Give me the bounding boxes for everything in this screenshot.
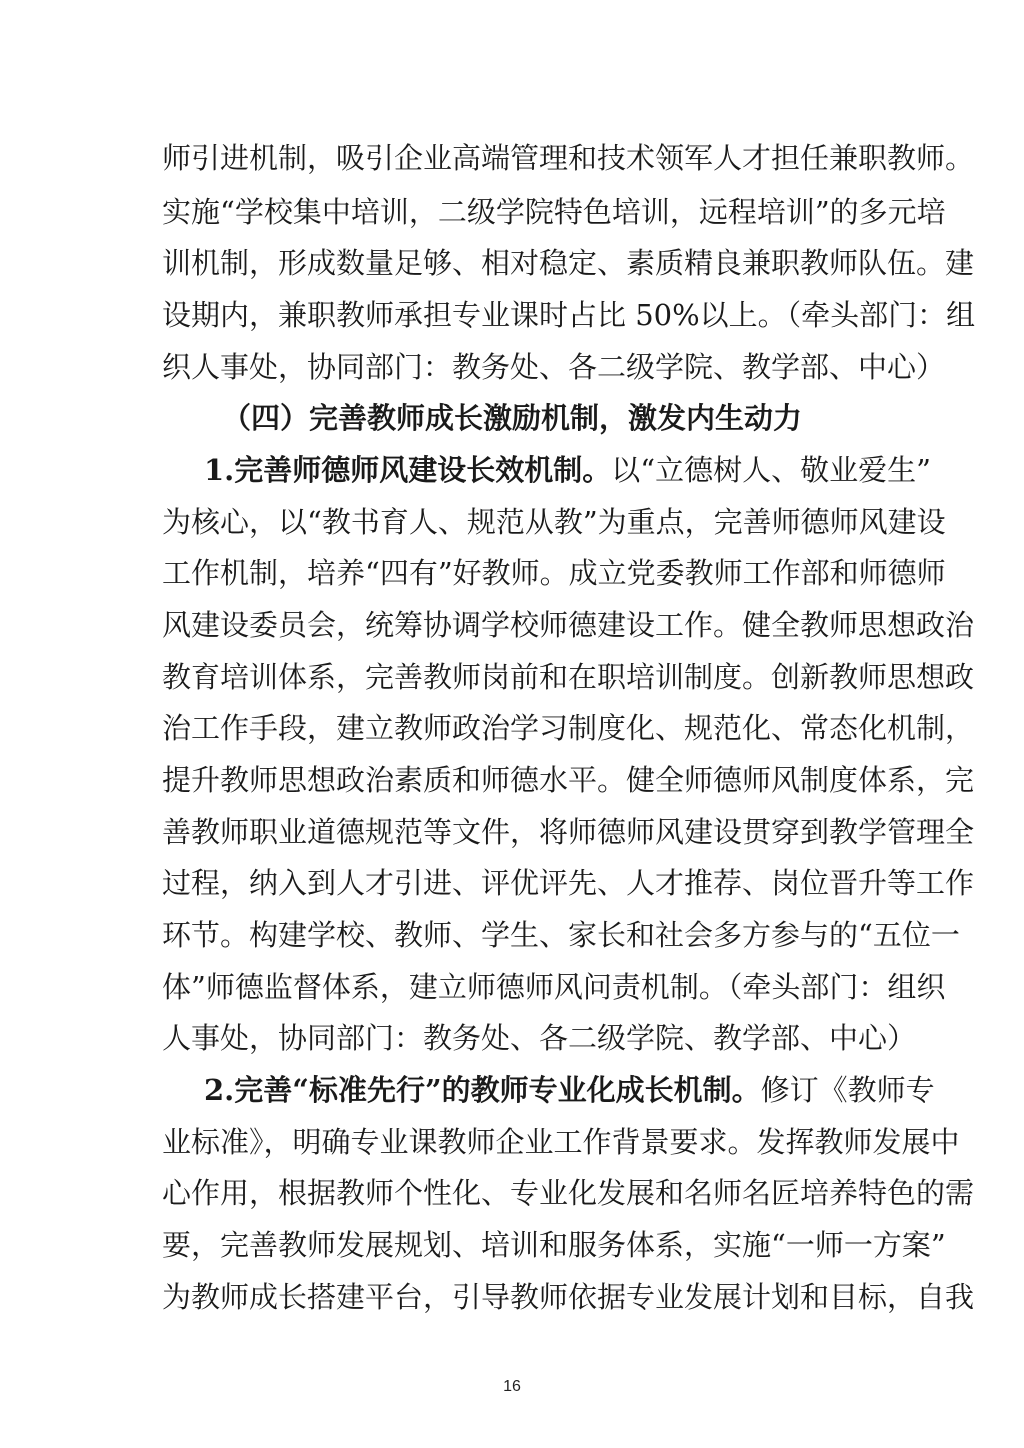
paragraph-line: 治工作手段，建立教师政治学习制度化、规范化、常态化机制， <box>162 711 975 745</box>
paragraph-line: 教育培训体系，完善教师岗前和在职培训制度。创新教师思想政 <box>162 660 975 694</box>
paragraph-line: 织人事处，协同部门：教务处、各二级学院、教学部、中心） <box>162 350 946 384</box>
paragraph-line: 设期内，兼职教师承担专业课时占比 50%以上。（牵头部门：组 <box>162 298 976 332</box>
section-heading: （四）完善教师成长激励机制，激发内生动力 <box>222 401 803 435</box>
paragraph-line: 体”师德监督体系，建立师德师风问责机制。（牵头部门：组织 <box>162 970 946 1004</box>
item2-first-line <box>204 1070 935 1110</box>
paragraph-line: 环节。构建学校、教师、学生、家长和社会多方参与的“五位一 <box>162 918 960 952</box>
paragraph-line: 善教师职业道德规范等文件，将师德师风建设贯穿到教学管理全 <box>162 815 975 849</box>
item1-title: 1.完善师德师风建设长效机制。 <box>204 453 612 487</box>
paragraph-line: 工作机制，培养“四有”好教师。成立党委教师工作部和师德师 <box>162 556 946 590</box>
paragraph-line: 要，完善教师发展规划、培训和服务体系，实施“一师一方案” <box>162 1228 946 1262</box>
paragraph-line: 实施“学校集中培训，二级学院特色培训，远程培训”的多元培 <box>162 195 946 229</box>
paragraph-line: 心作用，根据教师个性化、专业化发展和名师名匠培养特色的需 <box>162 1176 975 1210</box>
paragraph-line: 师引进机制，吸引企业高端管理和技术领军人才担任兼职教师。 <box>162 141 975 175</box>
paragraph-line: 过程，纳入到人才引进、评优评先、人才推荐、岗位晋升等工作 <box>162 866 975 900</box>
paragraph-line: 为核心，以“教书育人、规范从教”为重点，完善师德师风建设 <box>162 505 946 539</box>
item1-first-line <box>204 450 931 490</box>
paragraph-line: 业标准》，明确专业课教师企业工作背景要求。发挥教师发展中 <box>162 1125 960 1159</box>
paragraph-line: 为教师成长搭建平台，引导教师依据专业发展计划和目标，自我 <box>162 1280 975 1314</box>
paragraph-line: 人事处，协同部门：教务处、各二级学院、教学部、中心） <box>162 1021 917 1055</box>
item2-first-line-rest: 修订《教师专 <box>760 1073 935 1107</box>
item2-title: 2.完善“标准先行”的教师专业化成长机制。 <box>204 1073 761 1107</box>
paragraph-line: 训机制，形成数量足够、相对稳定、素质精良兼职教师队伍。建 <box>162 246 975 280</box>
paragraph-line: 风建设委员会，统筹协调学校师德建设工作。健全教师思想政治 <box>162 608 975 642</box>
page-number: 16 <box>503 1378 521 1395</box>
item1-first-line-rest: 以“立德树人、敬业爱生” <box>611 453 931 487</box>
paragraph-line: 提升教师思想政治素质和师德水平。健全师德师风制度体系，完 <box>162 763 975 797</box>
